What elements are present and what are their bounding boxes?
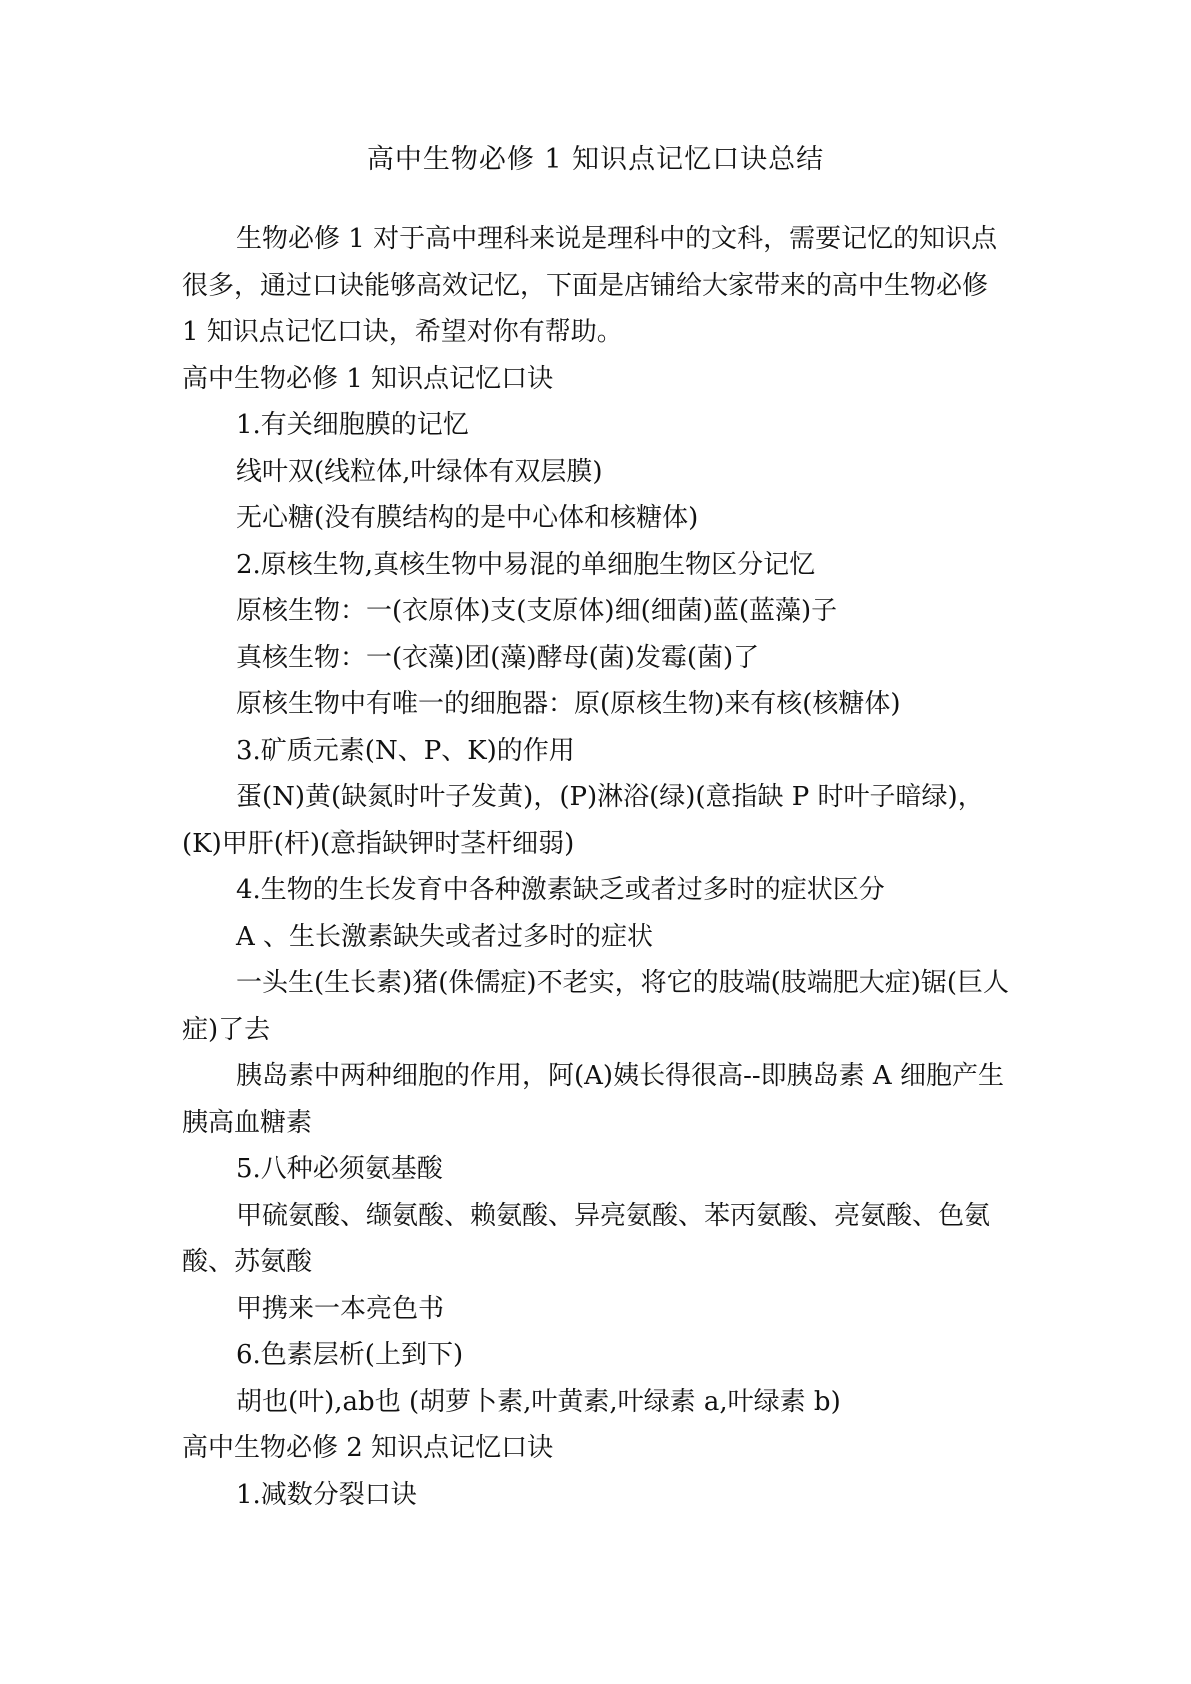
document-title: 高中生物必修 1 知识点记忆口诀总结	[366, 144, 825, 175]
list-item: A 、生长激素缺失或者过多时的症状	[236, 921, 654, 952]
list-item: 4.生物的生长发育中各种激素缺乏或者过多时的症状区分	[236, 875, 885, 905]
document-body	[182, 216, 1012, 1518]
list-item: 无心糖(没有膜结构的是中心体和核糖体)	[236, 503, 699, 533]
list-item: 原核生物中有唯一的细胞器：原(原核生物)来有核(核糖体)	[236, 689, 901, 719]
section-heading-module-1: 高中生物必修 1 知识点记忆口诀	[182, 363, 554, 394]
list-item: 3.矿质元素(N、P、K)的作用	[236, 735, 575, 766]
list-item: 胰岛素中两种细胞的作用，阿(A)姨长得很高--即胰岛素 A 细胞产生胰高血糖素	[182, 1061, 1004, 1138]
list-item: 1.有关细胞膜的记忆	[236, 410, 469, 440]
list-item: 胡也(叶),ab也 (胡萝卜素,叶黄素,叶绿素 a,叶绿素 b)	[236, 1386, 841, 1417]
list-item: 甲硫氨酸、缬氨酸、赖氨酸、异亮氨酸、苯丙氨酸、亮氨酸、色氨酸、苏氨酸	[182, 1200, 991, 1277]
list-item: 甲携来一本亮色书	[236, 1293, 445, 1324]
list-item: 蛋(N)黄(缺氮时叶子发黄)，(P)淋浴(绿)(意指缺 P 时叶子暗绿)，(K)甲肝(杆)(意指缺钾时茎杆细弱)	[182, 782, 984, 859]
list-item: 一头生(生长素)猪(侏儒症)不老实，将它的肢端(肢端肥大症)锯(巨人症)了去	[182, 968, 1010, 1045]
list-item: 真核生物：一(衣藻)团(藻)酵母(菌)发霉(菌)了	[236, 642, 760, 673]
list-item: 1.减数分裂口诀	[236, 1479, 417, 1510]
list-item: 原核生物：一(衣原体)支(支原体)细(细菌)蓝(蓝藻)子	[236, 596, 838, 626]
list-item: 6.色素层析(上到下)	[236, 1340, 464, 1370]
section-heading-module-2: 高中生物必修 2 知识点记忆口诀	[182, 1433, 554, 1463]
intro-paragraph: 生物必修 1 对于高中理科来说是理科中的文科，需要记忆的知识点很多，通过口诀能够高效记忆，下面是店铺给大家带来的高中生物必修 1 知识点记忆口诀，希望对你有帮助。	[182, 224, 998, 347]
list-item: 5.八种必须氨基酸	[236, 1154, 443, 1184]
list-item: 2.原核生物,真核生物中易混的单细胞生物区分记忆	[236, 549, 816, 580]
list-item: 线叶双(线粒体,叶绿体有双层膜)	[236, 456, 603, 487]
